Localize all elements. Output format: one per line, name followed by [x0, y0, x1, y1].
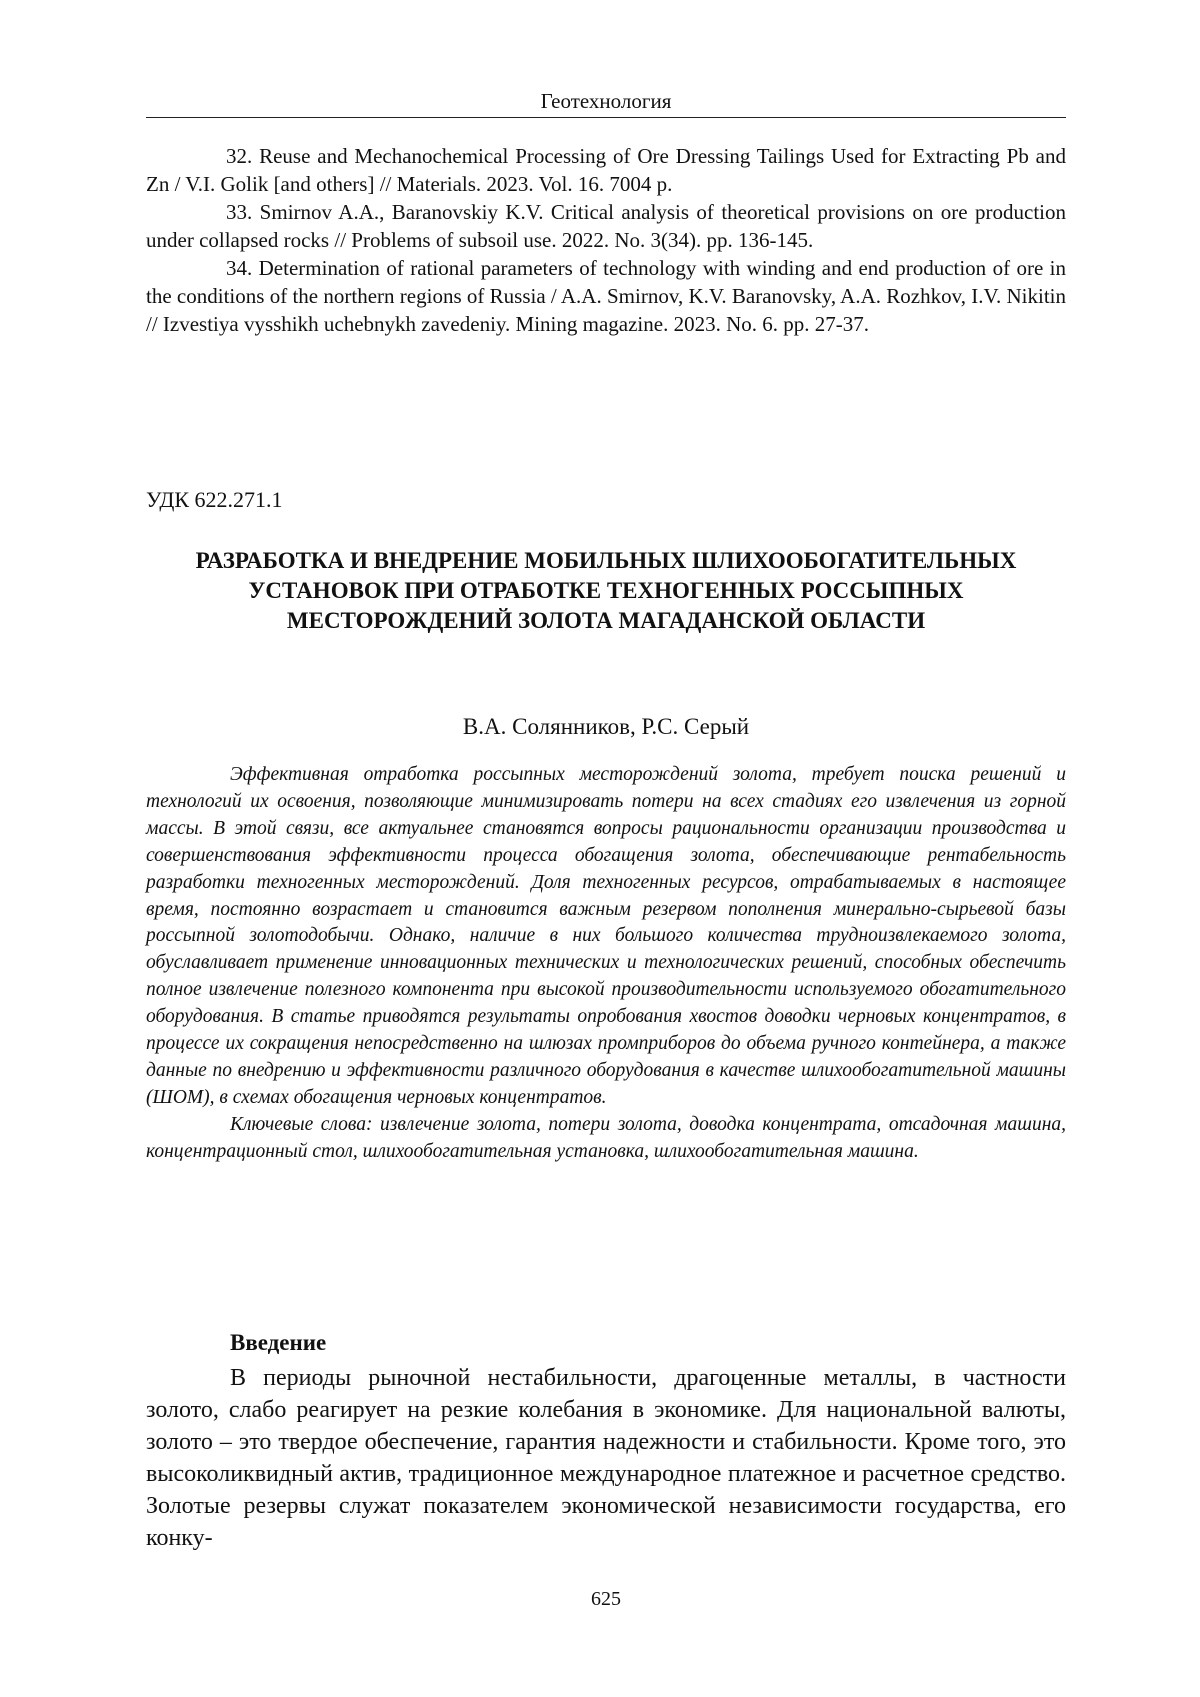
- running-header: Геотехнология: [540, 89, 672, 113]
- abstract-text: Эффективная отработка россыпных месторождений золота, требует поиска решений и технологий их освоения, позволяющие минимизировать потери на всех стадиях его извлечения из горной массы. В этой связи, все актуальнее становятся вопросы рациональности организации производства и совершенствования эффективности процесса обогащения золота, обеспечивающие рентабельность разработки техногенных месторождений. Доля техногенных ресурсов, отрабатываемых в настоящее время, постоянно возрастает и становится важным резервом пополнения минерально-сырьевой базы россыпной золотодобычи. Однако, наличие в них большого количества трудноизвлекаемого золота, обуславливает применение инновационных технических и технологических решений, способных обеспечить полное извлечение полезного компонента при высокой производительности используемого обогатительного оборудования. В статье приводятся результаты опробования хвостов доводки черновых концентратов, в процессе их сокращения непосредственно на шлюзах промприборов до объема ручного контейнера, а также данные по внедрению и эффективности различного оборудования в качестве шлихообогатительной машины (ШОМ), в схемах обогащения черновых концентратов.: [146, 764, 1066, 1108]
- reference-item: 34. Determination of rational parameters of technology with winding and end production of ore in the conditions of the northern regions of Russia / A.A. Smirnov, K.V. Baranovsky, A.A. Rozhkov, I.V. Nikitin // Izvestiya vysshikh uchebnykh zavedeniy. Mining magazine. 2023. No. 6. pp. 27-37.: [146, 256, 1066, 336]
- article-title: РАЗРАБОТКА И ВНЕДРЕНИЕ МОБИЛЬНЫХ ШЛИХООБОГАТИТЕЛЬНЫХ УСТАНОВОК ПРИ ОТРАБОТКЕ ТЕХНОГЕННЫХ РОССЫПНЫХ МЕСТОРОЖДЕНИЙ ЗОЛОТА МАГАДАНСКОЙ ОБЛАСТИ: [195, 548, 1017, 633]
- page-number: 625: [591, 1588, 621, 1610]
- article-authors: В.А. Солянников, Р.С. Серый: [462, 714, 750, 739]
- section-heading-introduction: Введение: [230, 1330, 327, 1355]
- introduction-paragraph: В периоды рыночной нестабильности, драгоценные металлы, в частности золото, слабо реагирует на резкие колебания в экономике. Для национальной валюты, золото – это твердое обеспечение, гарантия надежности и стабильности. Кроме того, это высоколиквидный актив, традиционное международное платежное и расчетное средство. Золотые резервы служат показателем экономической независимости государства, его конку-: [146, 1365, 1066, 1551]
- header-rule: [146, 117, 1066, 118]
- reference-item: 33. Smirnov A.A., Baranovskiy K.V. Critical analysis of theoretical provisions on ore production under collapsed rocks // Problems of subsoil use. 2022. No. 3(34). pp. 136-145.: [146, 200, 1066, 252]
- udk-code: УДК 622.271.1: [146, 487, 283, 512]
- abstract-block: [146, 762, 1066, 1166]
- reference-item: 32. Reuse and Mechanochemical Processing of Ore Dressing Tailings Used for Extracting Pb and Zn / V.I. Golik [and others] // Materials. 2023. Vol. 16. 7004 p.: [146, 144, 1066, 196]
- reference-list: [146, 142, 1066, 338]
- keywords-text: Ключевые слова: извлечение золота, потери золота, доводка концентрата, отсадочная машина, концентрационный стол, шлихообогатительная установка, шлихообогатительная машина.: [146, 1113, 1066, 1162]
